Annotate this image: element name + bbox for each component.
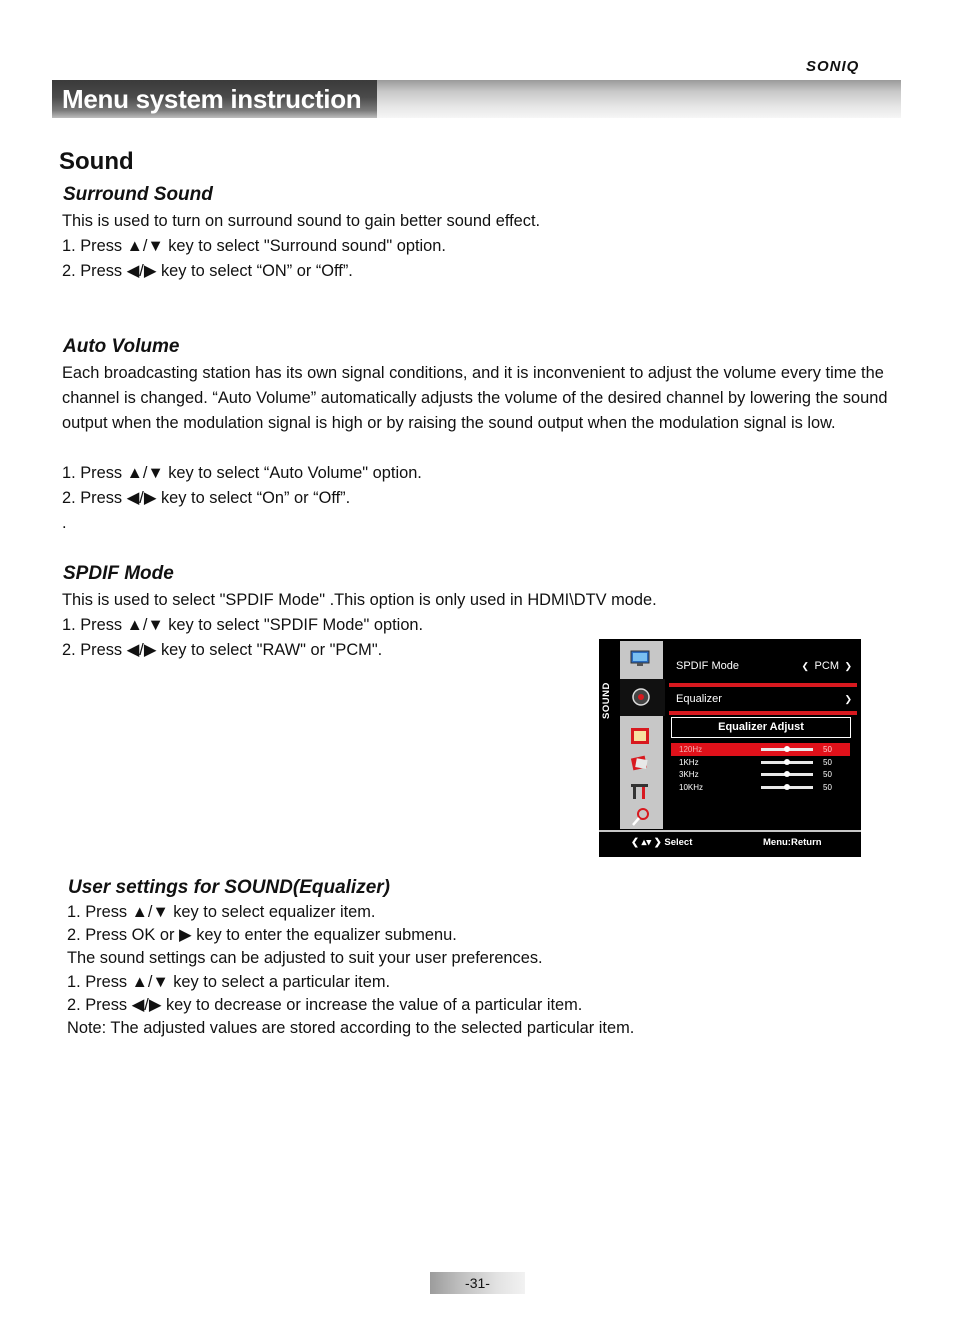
picture-menu-icon — [630, 648, 650, 668]
channel-menu-icon — [630, 726, 650, 746]
page-number: -31- — [465, 1275, 490, 1291]
chevron-right-icon: ❯ — [844, 661, 852, 671]
auto-volume-line-3: . — [62, 513, 67, 532]
user-settings-line-4: 1. Press ▲/▼ key to select a particular item. — [67, 972, 391, 991]
user-settings-line-2: 2. Press OK or ▶ key to enter the equalizer submenu. — [67, 926, 457, 945]
menu-footer-divider — [599, 830, 861, 832]
user-settings-line-3: The sound settings can be adjusted to suit your user preferences. — [67, 949, 543, 968]
auto-volume-line-1: 1. Press ▲/▼ key to select “Auto Volume" option. — [62, 464, 422, 482]
auto-volume-line-2: 2. Press ◀/▶ key to select “On” or “Off”. — [62, 488, 351, 507]
surround-line-2: 1. Press ▲/▼ key to select "Surround sound" option. — [62, 236, 446, 255]
auto-volume-heading: Auto Volume — [63, 336, 180, 357]
surround-line-3: 2. Press ◀/▶ key to select “ON” or “Off”. — [62, 261, 353, 280]
equalizer-row[interactable] — [669, 683, 857, 715]
nav-arrows-icon: ❮ ▴▾ ❯ — [631, 837, 662, 848]
user-settings-line-5: 2. Press ◀/▶ key to decrease or increase the value of a particular item. — [67, 995, 583, 1014]
user-settings-heading: User settings for SOUND(Equalizer) — [68, 877, 390, 898]
spdif-mode-heading: SPDIF Mode — [63, 563, 174, 584]
auto-volume-steps — [62, 461, 422, 535]
eq-item-value: 50 — [823, 758, 832, 767]
eq-slider-knob[interactable] — [784, 784, 790, 790]
eq-item-value: 50 — [823, 745, 832, 754]
surround-sound-heading: Surround Sound — [63, 184, 213, 205]
search-menu-icon — [631, 807, 651, 827]
eq-item-row[interactable] — [671, 781, 850, 794]
user-settings-text — [67, 901, 634, 1040]
eq-item-value: 50 — [823, 783, 832, 792]
spdif-line-2: 1. Press ▲/▼ key to select "SPDIF Mode" option. — [62, 615, 424, 634]
spdif-line-3: 2. Press ◀/▶ key to select "RAW" or "PCM". — [62, 640, 383, 659]
function-menu-icon — [630, 753, 650, 773]
footer-select-hint — [631, 837, 692, 848]
eq-item-label: 1KHz — [679, 758, 699, 767]
auto-volume-paragraph: Each broadcasting station has its own signal conditions, and it is inconvenient to adjust the volume every time the channel is changed. “Auto Volume” automatically adjusts the volume of the desired channel by lowering the sound output when the modulation signal is high or by raising the sound output when the modulation signal is low. — [62, 364, 888, 432]
spdif-mode-text — [62, 588, 657, 662]
brand-logo: SONIQ — [806, 58, 860, 75]
spdif-mode-row[interactable] — [669, 655, 857, 677]
tools-menu-icon — [630, 781, 650, 801]
surround-sound-text — [62, 209, 540, 283]
eq-item-label: 120Hz — [679, 745, 703, 754]
chevron-left-icon: ❮ — [801, 661, 809, 671]
section-title: Sound — [59, 148, 134, 175]
spdif-mode-value: PCM — [814, 660, 839, 672]
sound-menu-icon — [631, 687, 651, 707]
surround-line-1: This is used to turn on surround sound to gain better sound effect. — [62, 212, 541, 230]
footer-select-label: Select — [664, 837, 693, 848]
eq-slider-knob[interactable] — [784, 771, 790, 777]
eq-slider-knob[interactable] — [784, 746, 790, 752]
eq-item-row[interactable] — [671, 743, 850, 756]
eq-item-value: 50 — [823, 770, 832, 779]
menu-icon-column — [620, 641, 663, 829]
eq-item-label: 10KHz — [679, 783, 704, 792]
chevron-right-icon: ❯ — [844, 694, 852, 704]
spdif-mode-label: SPDIF Mode — [676, 660, 739, 672]
page-header-title: Menu system instruction — [62, 84, 362, 114]
user-settings-line-6: Note: The adjusted values are stored according to the selected particular item. — [67, 1019, 635, 1038]
eq-slider-knob[interactable] — [784, 759, 790, 765]
sound-side-label: SOUND — [601, 682, 612, 720]
equalizer-adjust-title: Equalizer Adjust — [671, 717, 851, 738]
tv-menu-screenshot — [599, 639, 861, 857]
eq-item-label: 3KHz — [679, 770, 699, 779]
eq-item-row[interactable] — [671, 768, 850, 781]
user-settings-line-1: 1. Press ▲/▼ key to select equalizer item. — [67, 903, 376, 921]
equalizer-label: Equalizer — [676, 693, 722, 705]
spdif-line-1: This is used to select "SPDIF Mode" .This option is only used in HDMI\DTV mode. — [62, 591, 657, 609]
footer-return-hint: Menu:Return — [763, 837, 822, 848]
